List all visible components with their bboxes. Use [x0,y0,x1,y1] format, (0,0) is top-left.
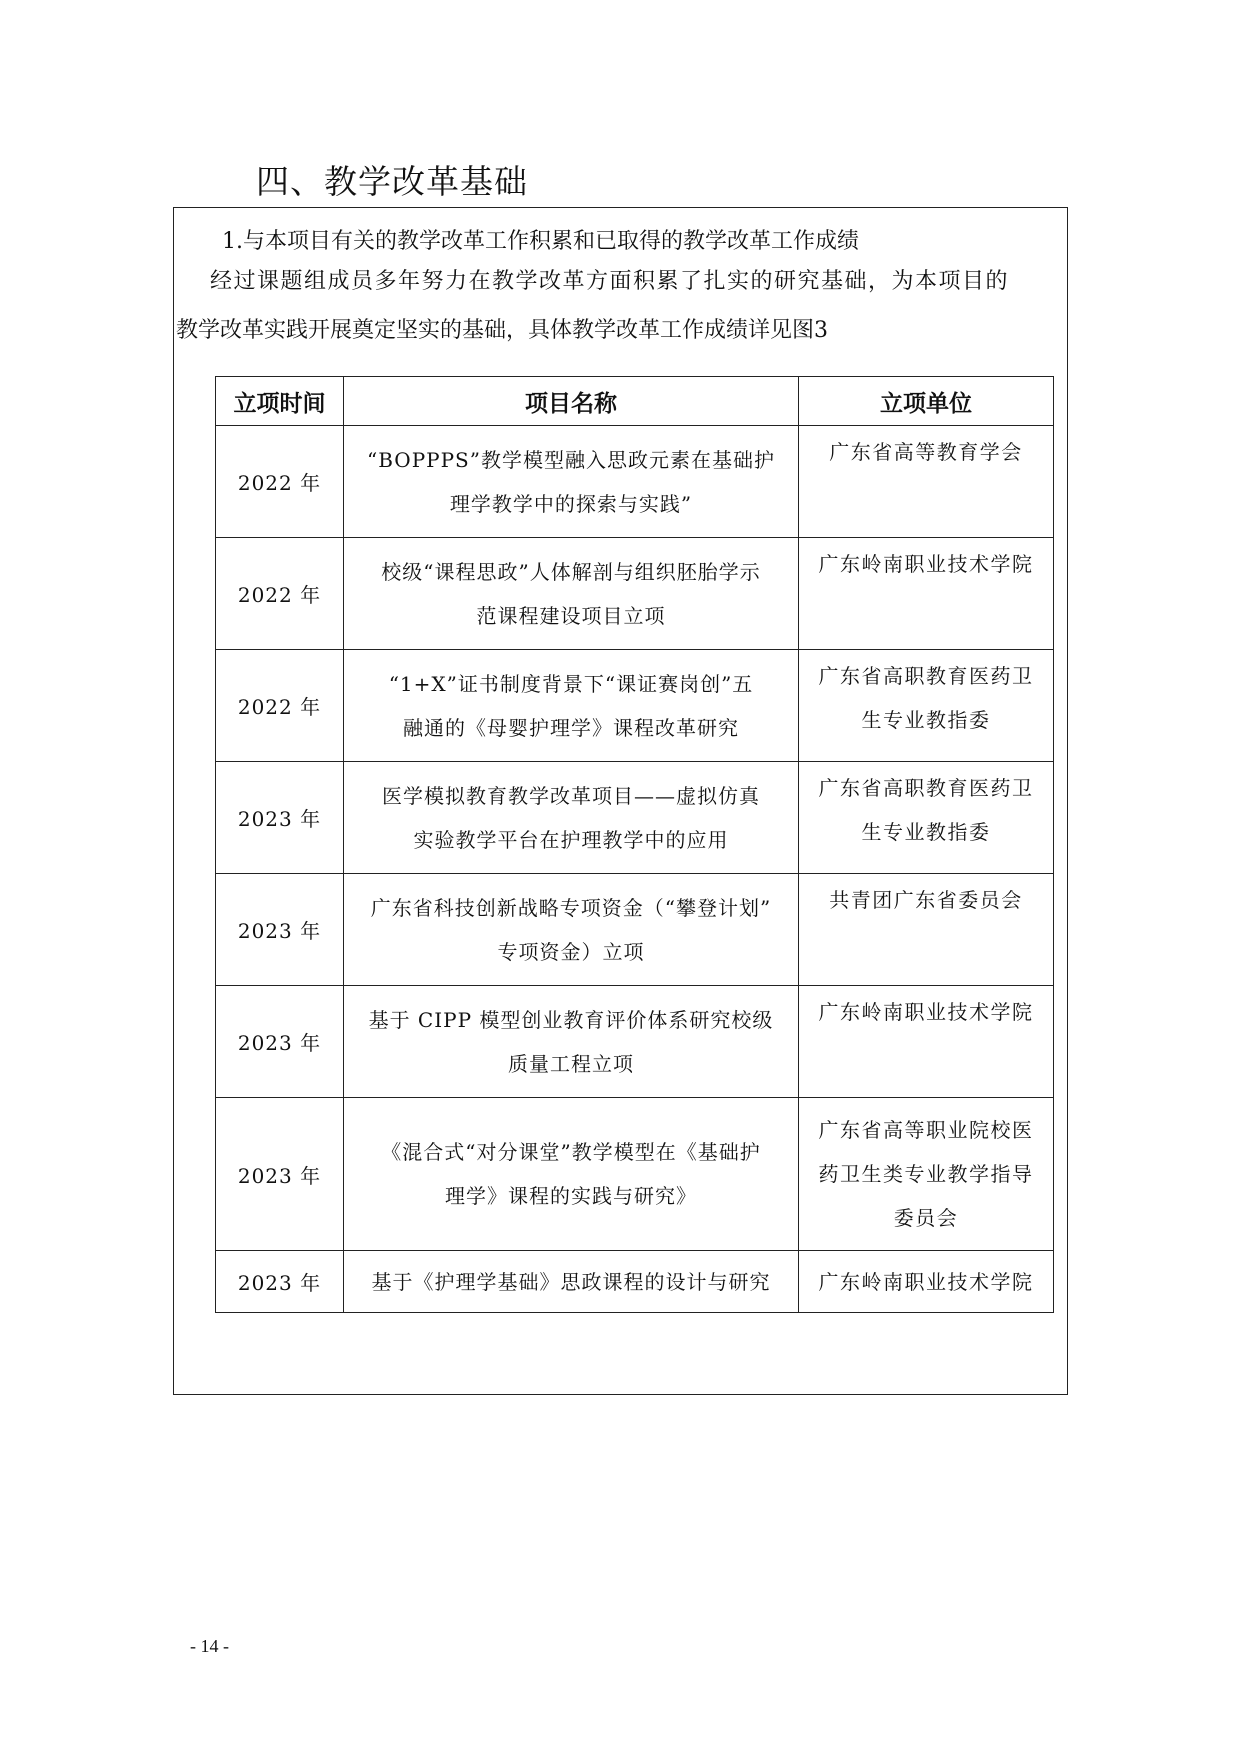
cell-line: 质量工程立项 [508,1051,634,1076]
cell-line: 理学教学中的探索与实践” [449,491,693,516]
cell-unit [799,538,1054,650]
cell-year: 2023 年 [216,874,344,986]
cell-project-name [344,986,799,1098]
body-text-line-1: 经过课题组成员多年努力在教学改革方面积累了扎实的研究基础，为本项目的 [210,269,1010,294]
cell-line: 《混合式“对分课堂”教学模型在《基础护 [381,1140,761,1164]
cell-unit [799,426,1054,538]
cell-line: 委员会 [893,1206,959,1230]
table-row [216,650,1054,762]
cell-year: 2023 年 [216,762,344,874]
cell-unit [799,762,1054,874]
cell-line: 基于《护理学基础》思政课程的设计与研究 [371,1269,771,1294]
cell-line: 范课程建设项目立项 [476,603,666,628]
cell-year: 2022 年 [216,538,344,650]
cell-line: 融通的《母婴护理学》课程改革研究 [403,715,739,740]
cell-year: 2022 年 [216,426,344,538]
cell-line: 广东省高职教育医药卫 [818,776,1034,800]
cell-line: 广东岭南职业技术学院 [818,1269,1034,1294]
cell-year: 2022 年 [216,650,344,762]
body-text-line-2: 教学改革实践开展奠定坚实的基础，具体教学改革工作成绩详见图3 [176,318,828,343]
cell-line: 共青团广东省委员会 [829,888,1023,912]
cell-year: 2023 年 [216,1098,344,1251]
cell-project-name [344,762,799,874]
cell-year: 2023 年 [216,1251,344,1313]
cell-unit [799,650,1054,762]
cell-project-name [344,1098,799,1251]
section-title: 四、教学改革基础 [256,162,528,201]
cell-line: 广东省高等职业院校医 [818,1118,1034,1142]
header-project-name: 项目名称 [344,377,799,426]
cell-line: 广东省高职教育医药卫 [818,664,1034,688]
table-row [216,762,1054,874]
table-row [216,1251,1054,1313]
subsection-heading: 1.与本项目有关的教学改革工作积累和已取得的教学改革工作成绩 [222,229,859,254]
cell-line: 校级“课程思政”人体解剖与组织胚胎学示 [381,559,761,584]
cell-line: 专项资金）立项 [497,939,645,964]
table-header-row [216,377,1054,426]
cell-unit [799,1098,1054,1251]
header-unit: 立项单位 [799,377,1054,426]
table-row [216,538,1054,650]
cell-line: 生专业教指委 [861,820,991,844]
cell-line: 广东省高等教育学会 [829,440,1023,464]
cell-year: 2023 年 [216,986,344,1098]
cell-line: “1+X”证书制度背景下“课证赛岗创”五 [388,671,754,696]
cell-line: 理学》课程的实践与研究》 [445,1184,697,1208]
cell-line: 医学模拟教育教学改革项目——虚拟仿真 [382,783,760,808]
header-year: 立项时间 [216,377,344,426]
table-row [216,986,1054,1098]
page-number: - 14 - [190,1636,229,1656]
cell-unit [799,874,1054,986]
cell-project-name [344,426,799,538]
cell-line: “BOPPPS”教学模型融入思政元素在基础护 [367,447,775,472]
cell-project-name [344,1251,799,1313]
table-row [216,1098,1054,1251]
cell-line: 药卫生类专业教学指导 [818,1162,1034,1186]
cell-line: 基于 CIPP 模型创业教育评价体系研究校级 [368,1007,774,1032]
cell-line: 广东岭南职业技术学院 [818,1000,1034,1024]
cell-line: 生专业教指委 [861,708,991,732]
cell-line: 广东岭南职业技术学院 [818,552,1034,576]
table-row [216,874,1054,986]
reform-projects-table [215,376,1054,1313]
cell-unit [799,986,1054,1098]
cell-line: 实验教学平台在护理教学中的应用 [413,827,729,852]
cell-project-name [344,538,799,650]
cell-line: 广东省科技创新战略专项资金（“攀登计划” [370,895,772,920]
cell-project-name [344,874,799,986]
cell-unit [799,1251,1054,1313]
table-row [216,426,1054,538]
cell-project-name [344,650,799,762]
